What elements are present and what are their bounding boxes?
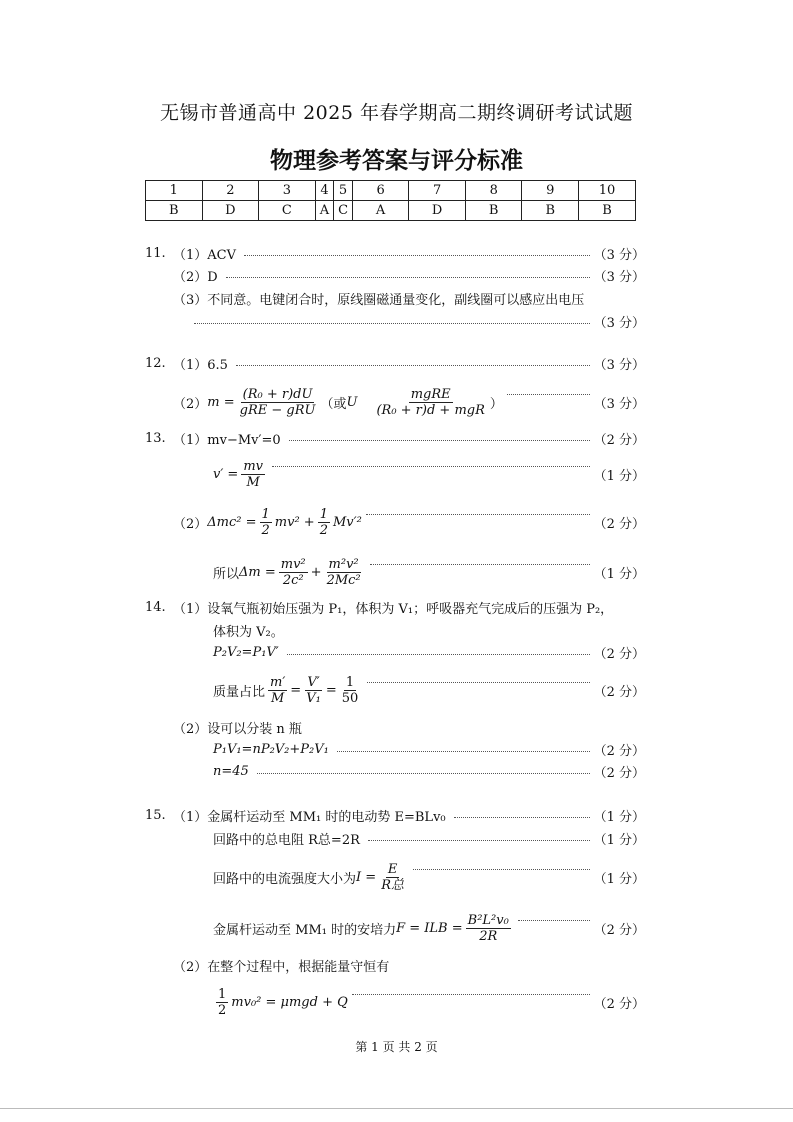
denominator: (R₀ + r)d + mgR (376, 402, 485, 418)
table-cell: 2 (202, 181, 259, 201)
score: （3 分） (593, 396, 645, 412)
dot-leader (194, 323, 590, 324)
numerator: E (387, 861, 398, 877)
score: （2 分） (593, 743, 645, 759)
q15-line-6 (213, 980, 645, 1024)
fraction (268, 675, 287, 706)
score: （1 分） (593, 871, 645, 887)
table-cell: 5 (334, 181, 353, 201)
q14-line-3 (213, 641, 645, 663)
formula-lhs: I = (356, 869, 377, 885)
q13-line-3 (173, 502, 645, 542)
numerator: mv² (280, 556, 306, 572)
denominator: gRE − gRU (239, 402, 316, 418)
q11-line-2 (173, 264, 645, 286)
prefix-text: 金属杆运动至 MM₁ 时的安培力 (213, 922, 397, 938)
question-number-row (146, 181, 636, 201)
answer-text: （2）在整个过程中，根据能量守恒有 (173, 959, 390, 975)
formula-term: Mv′² (333, 514, 362, 530)
table-cell: 7 (409, 181, 466, 201)
alt-close: ） (489, 396, 503, 412)
formula-lhs: v′ = (213, 466, 239, 482)
q11-line-1 (145, 242, 645, 264)
table-cell: B (579, 201, 636, 221)
prefix-text: 质量占比 (213, 684, 266, 700)
numerator: m²v² (328, 556, 359, 572)
q14-line-2 (213, 619, 645, 641)
dot-leader (337, 751, 590, 752)
score: （1 分） (593, 468, 645, 484)
prefix-text: 回路中的电流强度大小为 (213, 871, 357, 887)
q15-line-3 (213, 855, 645, 899)
q13-line-2 (213, 452, 645, 496)
formula-lhs: Δm = (239, 564, 276, 580)
q15-line-2 (213, 827, 645, 849)
denominator: 50 (341, 690, 359, 706)
formula-lhs: m = (207, 394, 235, 410)
table-cell: C (259, 201, 316, 221)
fraction (379, 862, 406, 893)
denominator: 2Mc² (326, 572, 361, 588)
answer-text: （1）设氧气瓶初始压强为 P₁，体积为 V₁；呼吸器充气完成后的压强为 P₂， (173, 601, 614, 617)
q12-line-1 (145, 352, 645, 374)
fraction (340, 675, 361, 706)
sub-label: （2） (173, 516, 208, 532)
prefix-text: 所以 (213, 566, 240, 582)
dot-leader (367, 682, 589, 683)
table-cell: 3 (259, 181, 316, 201)
table-cell: C (334, 201, 353, 221)
q11-line-4 (190, 310, 645, 332)
question-number: 13. (145, 430, 166, 446)
score: （2 分） (593, 922, 645, 938)
dot-leader (244, 255, 590, 256)
formula-term: mv² + (274, 514, 315, 530)
table-cell: B (465, 201, 522, 221)
answer-text: （1）6.5 (173, 357, 228, 373)
denominator: V₁ (306, 690, 321, 706)
formula: P₁V₁=nP₂V₂+P₂V₁ (213, 741, 329, 757)
numerator: m′ (270, 674, 286, 690)
score: （2 分） (593, 516, 645, 532)
question-number: 15. (145, 807, 166, 823)
equals-sign: = (290, 682, 302, 698)
score: （3 分） (593, 247, 645, 263)
formula: mv₀² = μmgd + Q (231, 994, 348, 1010)
q15-line-1 (145, 804, 645, 826)
formula-lhs: F = ILB = (396, 920, 463, 936)
question-number: 12. (145, 355, 166, 371)
answer-text: 回路中的总电阻 R总=2R (213, 832, 360, 848)
q14-line-1 (145, 596, 645, 618)
score: （2 分） (593, 684, 645, 700)
fraction (238, 387, 318, 418)
fraction (279, 557, 308, 588)
dot-leader (272, 466, 590, 467)
answer-text: （1）ACV (173, 247, 236, 263)
table-cell: B (146, 201, 203, 221)
fraction (216, 987, 228, 1018)
dot-leader (507, 394, 590, 395)
score: （3 分） (593, 357, 645, 373)
dot-leader (287, 654, 590, 655)
table-cell: 1 (146, 181, 203, 201)
score: （1 分） (593, 566, 645, 582)
answer-text: 体积为 V₂。 (213, 624, 284, 640)
table-cell: A (315, 201, 334, 221)
denominator: 2R (479, 928, 498, 944)
answer-key-title: 物理参考答案与评分标准 (270, 148, 523, 174)
q12-line-2 (173, 380, 645, 424)
q11-line-3 (173, 287, 645, 309)
table-cell: 8 (465, 181, 522, 201)
dot-leader (368, 840, 590, 841)
score: （1 分） (593, 832, 645, 848)
table-cell: 4 (315, 181, 334, 201)
formula: n=45 (213, 763, 249, 779)
table-cell: B (522, 201, 579, 221)
formula-lhs: Δmc² = (207, 514, 257, 530)
fraction (374, 387, 486, 418)
dot-leader (454, 817, 590, 818)
q14-line-7 (213, 760, 645, 782)
multiple-choice-answer-table (145, 180, 636, 221)
dot-leader (352, 994, 590, 995)
table-cell: D (202, 201, 259, 221)
fraction (325, 557, 363, 588)
dot-leader (226, 277, 590, 278)
fraction (318, 507, 330, 538)
plus-sign: + (310, 564, 322, 580)
fraction (260, 507, 272, 538)
numerator: mgRE (410, 386, 451, 402)
denominator: 2 (261, 522, 270, 538)
numerator: (R₀ + r)dU (242, 386, 313, 402)
q14-line-5 (173, 716, 645, 738)
denominator: 2 (319, 522, 328, 538)
score: （2 分） (593, 765, 645, 781)
score: （3 分） (593, 269, 645, 285)
dot-leader (370, 564, 590, 565)
numerator: 1 (218, 986, 227, 1002)
alt-open: （或 (320, 396, 347, 412)
answer-text: （2）设可以分装 n 瓶 (173, 721, 302, 737)
formula-lhs: U (346, 394, 358, 410)
table-cell: 9 (522, 181, 579, 201)
dot-leader (289, 440, 590, 441)
exam-title: 无锡市普通高中 2025 年春学期高二期终调研考试试题 (160, 102, 633, 124)
dot-leader (236, 365, 590, 366)
dot-leader (257, 773, 590, 774)
numerator: B²L²v₀ (467, 912, 509, 928)
score: （3 分） (593, 315, 645, 331)
question-number: 11. (145, 245, 166, 261)
table-cell: 6 (352, 181, 409, 201)
page-number: 第 1 页 共 2 页 (355, 1040, 438, 1054)
q13-line-4 (213, 552, 645, 592)
denominator: 2 (218, 1002, 227, 1018)
q15-line-4 (213, 906, 645, 950)
denominator: R总 (381, 877, 404, 893)
numerator: 1 (261, 506, 270, 522)
answer-text: （3）不同意。电键闭合时，原线圈磁通量变化，副线圈可以感应出电压 (173, 292, 585, 308)
denominator: M (271, 690, 285, 706)
fraction (466, 913, 511, 944)
answer-text: （1）金属杆运动至 MM₁ 时的电动势 E=BLv₀ (173, 809, 446, 825)
q14-line-4 (213, 668, 645, 712)
numerator: V′ (307, 674, 320, 690)
answer-text: （1）mv−Mv′=0 (173, 432, 281, 448)
score: （2 分） (593, 432, 645, 448)
table-cell: 10 (579, 181, 636, 201)
sub-label: （2） (173, 396, 208, 412)
question-number: 14. (145, 599, 166, 615)
score: （2 分） (593, 646, 645, 662)
numerator: 1 (319, 506, 328, 522)
dot-leader (366, 514, 590, 515)
dot-leader (413, 869, 590, 870)
q13-line-1 (145, 427, 645, 449)
fraction (241, 459, 265, 490)
q14-line-6 (213, 738, 645, 760)
numerator: mv (243, 458, 263, 474)
fraction (304, 675, 323, 706)
answer-row (146, 201, 636, 221)
table-cell: A (352, 201, 409, 221)
score: （2 分） (593, 996, 645, 1012)
dot-leader (518, 920, 590, 921)
numerator: 1 (345, 674, 355, 690)
denominator: M (246, 474, 260, 490)
formula: P₂V₂=P₁V′ (213, 644, 279, 660)
score: （1 分） (593, 809, 645, 825)
bottom-divider (0, 1108, 793, 1109)
answer-text: （2）D (173, 269, 218, 285)
table-cell: D (409, 201, 466, 221)
q15-line-5 (173, 954, 645, 976)
denominator: 2c² (282, 572, 304, 588)
equals-sign: = (325, 682, 337, 698)
